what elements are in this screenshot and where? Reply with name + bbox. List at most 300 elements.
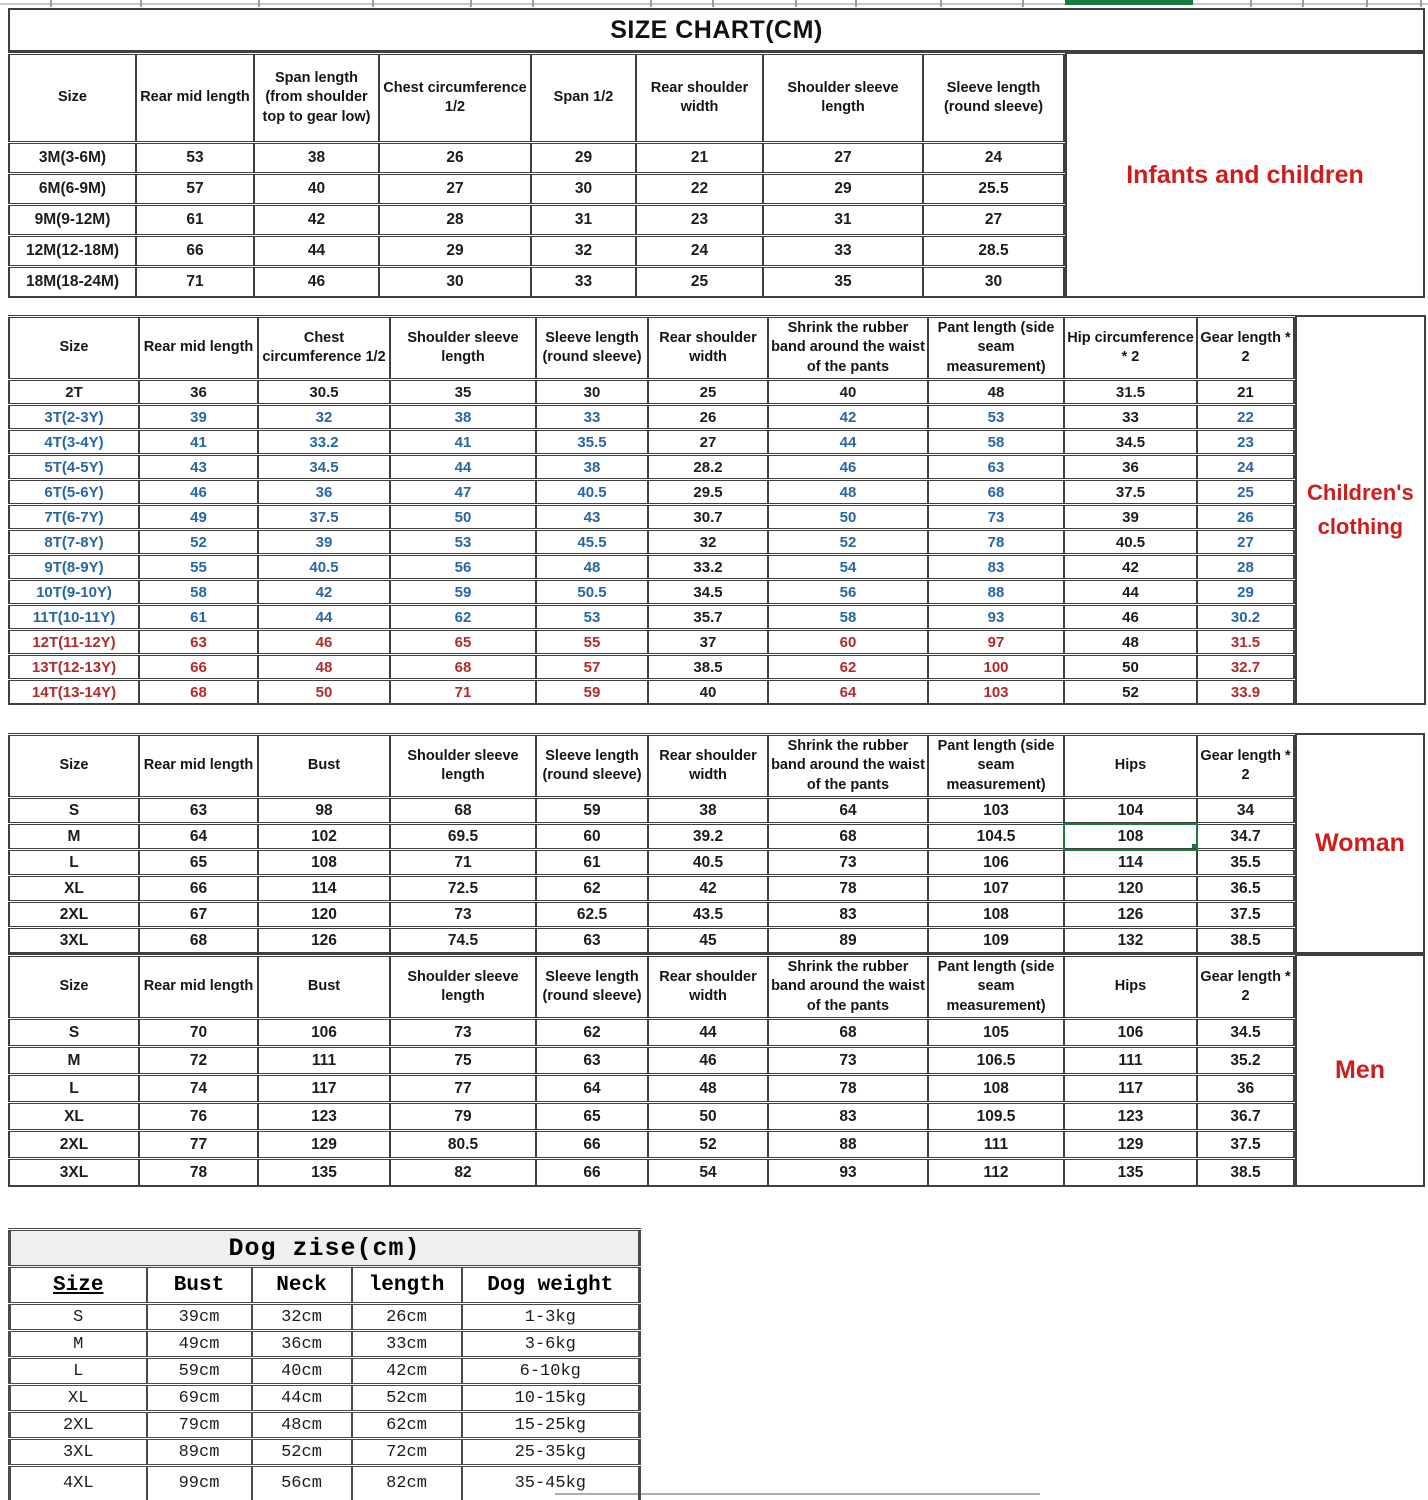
children-size-table	[8, 315, 1295, 705]
table-row	[9, 505, 1294, 530]
value-cell: 65	[139, 850, 258, 876]
row-size-cell: 2XL	[9, 902, 139, 928]
value-cell: 33	[1064, 405, 1197, 430]
row-size-cell: 5T(4-5Y)	[9, 455, 139, 480]
row-size-cell: 11T(10-11Y)	[9, 605, 139, 630]
value-cell: 48cm	[252, 1412, 352, 1439]
children-label: Children's clothing	[1295, 315, 1426, 705]
table-row	[9, 630, 1294, 655]
grid-column-tick	[1022, 0, 1024, 7]
value-cell: 46	[254, 267, 379, 298]
grid-top-line	[0, 3, 1428, 5]
row-size-cell: 9T(8-9Y)	[9, 555, 139, 580]
value-cell: 104.5	[928, 824, 1064, 850]
value-cell: 42cm	[352, 1358, 462, 1385]
value-cell: 71	[136, 267, 254, 298]
value-cell: 35-45kg	[462, 1466, 640, 1500]
header-cell: Shrink the rubber band around the waist of the pants	[768, 317, 928, 380]
table-row	[9, 1103, 1294, 1131]
value-cell: 46	[648, 1047, 768, 1075]
value-cell: 31	[763, 205, 923, 236]
value-cell: 61	[136, 205, 254, 236]
header-cell: Size	[9, 956, 139, 1019]
table-row	[9, 555, 1294, 580]
table-row	[9, 1047, 1294, 1075]
dog-section	[8, 1228, 638, 1500]
value-cell: 62	[536, 1019, 648, 1047]
value-cell: 54	[648, 1159, 768, 1187]
header-cell: Size	[9, 317, 139, 380]
value-cell: 65	[390, 630, 536, 655]
value-cell: 35	[763, 267, 923, 298]
value-cell: 72cm	[352, 1439, 462, 1466]
value-cell: 28.2	[648, 455, 768, 480]
grid-column-tick	[650, 0, 652, 7]
value-cell: 34	[1197, 798, 1294, 824]
grid-column-tick	[940, 0, 942, 7]
table-row	[9, 580, 1294, 605]
value-cell: 30.5	[258, 380, 390, 405]
value-cell: 32cm	[252, 1304, 352, 1331]
value-cell: 39.2	[648, 824, 768, 850]
value-cell: 43	[139, 455, 258, 480]
value-cell: 79cm	[147, 1412, 252, 1439]
row-size-cell: 14T(13-14Y)	[9, 680, 139, 705]
grid-column-tick	[1420, 0, 1422, 7]
grid-column-tick	[532, 0, 534, 7]
header-cell: Span 1/2	[531, 54, 636, 143]
table-row	[9, 405, 1294, 430]
value-cell: 15-25kg	[462, 1412, 640, 1439]
value-cell: 27	[379, 174, 531, 205]
value-cell: 111	[258, 1047, 390, 1075]
value-cell: 25	[1197, 480, 1294, 505]
table-row	[9, 928, 1294, 954]
header-cell: Shrink the rubber band around the waist of the pants	[768, 956, 928, 1019]
value-cell: 75	[390, 1047, 536, 1075]
value-cell: 66	[536, 1131, 648, 1159]
men-size-table	[8, 954, 1295, 1187]
header-cell: Rear shoulder width	[636, 54, 763, 143]
value-cell: 76	[139, 1103, 258, 1131]
value-cell: 104	[1064, 798, 1197, 824]
value-cell: 35	[390, 380, 536, 405]
value-cell: 100	[928, 655, 1064, 680]
value-cell: 31.5	[1197, 630, 1294, 655]
row-size-cell: 12M(12-18M)	[9, 236, 136, 267]
value-cell: 36	[1197, 1075, 1294, 1103]
value-cell: 108	[258, 850, 390, 876]
value-cell: 50	[258, 680, 390, 705]
value-cell: 48	[928, 380, 1064, 405]
table-row	[9, 850, 1294, 876]
value-cell: 30	[536, 380, 648, 405]
header-cell: Rear shoulder width	[648, 735, 768, 798]
row-size-cell: 3XL	[9, 1159, 139, 1187]
value-cell: 63	[536, 928, 648, 954]
row-size-cell: L	[10, 1358, 147, 1385]
value-cell: 26	[379, 143, 531, 174]
table-row	[9, 380, 1294, 405]
value-cell: 73	[390, 902, 536, 928]
header-cell: length	[352, 1267, 462, 1304]
value-cell: 65	[536, 1103, 648, 1131]
value-cell: 39cm	[147, 1304, 252, 1331]
value-cell: 83	[768, 902, 928, 928]
table-row	[9, 1131, 1294, 1159]
value-cell: 28	[379, 205, 531, 236]
value-cell: 64	[768, 798, 928, 824]
value-cell: 53	[136, 143, 254, 174]
value-cell: 35.5	[1197, 850, 1294, 876]
value-cell: 25-35kg	[462, 1439, 640, 1466]
value-cell: 38.5	[1197, 928, 1294, 954]
value-cell: 46	[258, 630, 390, 655]
value-cell: 27	[923, 205, 1064, 236]
table-row	[9, 174, 1064, 205]
value-cell: 32	[648, 530, 768, 555]
value-cell: 112	[928, 1159, 1064, 1187]
header-cell: Sleeve length (round sleeve)	[923, 54, 1064, 143]
header-cell: Rear mid length	[136, 54, 254, 143]
value-cell: 56	[768, 580, 928, 605]
value-cell: 126	[258, 928, 390, 954]
header-cell: Rear shoulder width	[648, 956, 768, 1019]
value-cell: 52	[648, 1131, 768, 1159]
value-cell: 30	[923, 267, 1064, 298]
value-cell: 103	[928, 798, 1064, 824]
value-cell: 80.5	[390, 1131, 536, 1159]
value-cell: 24	[636, 236, 763, 267]
value-cell: 36	[139, 380, 258, 405]
value-cell: 114	[1064, 850, 1197, 876]
value-cell: 37	[648, 630, 768, 655]
value-cell: 106.5	[928, 1047, 1064, 1075]
value-cell: 117	[1064, 1075, 1197, 1103]
value-cell: 29	[531, 143, 636, 174]
table-row	[9, 680, 1294, 705]
table-row	[9, 430, 1294, 455]
header-cell: Rear mid length	[139, 317, 258, 380]
value-cell: 67	[139, 902, 258, 928]
value-cell: 99cm	[147, 1466, 252, 1500]
value-cell: 1-3kg	[462, 1304, 640, 1331]
value-cell: 97	[928, 630, 1064, 655]
value-cell: 106	[928, 850, 1064, 876]
value-cell: 66	[139, 655, 258, 680]
value-cell: 53	[928, 405, 1064, 430]
row-size-cell: 13T(12-13Y)	[9, 655, 139, 680]
value-cell: 83	[928, 555, 1064, 580]
value-cell: 29	[379, 236, 531, 267]
value-cell: 60	[536, 824, 648, 850]
value-cell: 68	[768, 824, 928, 850]
value-cell: 34.5	[1064, 430, 1197, 455]
value-cell: 41	[390, 430, 536, 455]
value-cell: 48	[768, 480, 928, 505]
value-cell: 34.5	[1197, 1019, 1294, 1047]
table-row	[10, 1412, 640, 1439]
value-cell: 56	[390, 555, 536, 580]
value-cell: 114	[258, 876, 390, 902]
value-cell: 30	[531, 174, 636, 205]
value-cell: 36	[1064, 455, 1197, 480]
value-cell: 129	[1064, 1131, 1197, 1159]
dog-size-table	[8, 1228, 641, 1500]
value-cell: 30.2	[1197, 605, 1294, 630]
table-title: Dog zise(cm)	[10, 1230, 640, 1267]
value-cell: 37.5	[1197, 902, 1294, 928]
value-cell: 40.5	[1064, 530, 1197, 555]
value-cell: 60	[768, 630, 928, 655]
value-cell: 42	[258, 580, 390, 605]
value-cell: 32.7	[1197, 655, 1294, 680]
value-cell: 54	[768, 555, 928, 580]
value-cell: 135	[258, 1159, 390, 1187]
value-cell: 33.2	[258, 430, 390, 455]
row-size-cell: 3M(3-6M)	[9, 143, 136, 174]
value-cell: 117	[258, 1075, 390, 1103]
value-cell: 59	[536, 798, 648, 824]
value-cell: 132	[1064, 928, 1197, 954]
value-cell: 22	[636, 174, 763, 205]
value-cell: 58	[139, 580, 258, 605]
value-cell: 53	[390, 530, 536, 555]
header-cell: Pant length (side seam measurement)	[928, 735, 1064, 798]
value-cell: 68	[390, 798, 536, 824]
row-size-cell: M	[9, 1047, 139, 1075]
header-cell: Pant length (side seam measurement)	[928, 956, 1064, 1019]
value-cell: 72.5	[390, 876, 536, 902]
header-cell: Shoulder sleeve length	[390, 735, 536, 798]
value-cell: 35.7	[648, 605, 768, 630]
grid-column-tick	[1250, 0, 1252, 7]
value-cell: 93	[928, 605, 1064, 630]
value-cell: 26	[648, 405, 768, 430]
infants-section	[8, 8, 1425, 298]
value-cell: 64	[536, 1075, 648, 1103]
value-cell: 73	[390, 1019, 536, 1047]
value-cell: 83	[768, 1103, 928, 1131]
row-size-cell: 3T(2-3Y)	[9, 405, 139, 430]
value-cell: 56cm	[252, 1466, 352, 1500]
value-cell: 106	[258, 1019, 390, 1047]
grid-column-tick	[50, 0, 52, 7]
value-cell: 68	[139, 680, 258, 705]
row-size-cell: L	[9, 850, 139, 876]
header-cell: Sleeve length (round sleeve)	[536, 735, 648, 798]
value-cell: 36cm	[252, 1331, 352, 1358]
row-size-cell: 9M(9-12M)	[9, 205, 136, 236]
value-cell: 62cm	[352, 1412, 462, 1439]
value-cell: 103	[928, 680, 1064, 705]
header-cell: Rear mid length	[139, 956, 258, 1019]
value-cell: 34.5	[258, 455, 390, 480]
value-cell: 3-6kg	[462, 1331, 640, 1358]
table-row	[9, 236, 1064, 267]
table-row	[9, 1019, 1294, 1047]
row-size-cell: 7T(6-7Y)	[9, 505, 139, 530]
value-cell: 32	[258, 405, 390, 430]
row-size-cell: M	[10, 1331, 147, 1358]
woman-label: Woman	[1295, 733, 1425, 954]
value-cell: 26	[1197, 505, 1294, 530]
row-size-cell: 2T	[9, 380, 139, 405]
value-cell: 62	[390, 605, 536, 630]
value-cell: 89cm	[147, 1439, 252, 1466]
value-cell: 63	[139, 798, 258, 824]
value-cell: 73	[768, 1047, 928, 1075]
value-cell: 32	[531, 236, 636, 267]
header-cell: Span length (from shoulder top to gear low)	[254, 54, 379, 143]
value-cell: 102	[258, 824, 390, 850]
value-cell: 38.5	[648, 655, 768, 680]
value-cell: 68	[768, 1019, 928, 1047]
value-cell: 57	[536, 655, 648, 680]
value-cell: 27	[763, 143, 923, 174]
grid-column-tick	[140, 0, 142, 7]
value-cell: 39	[139, 405, 258, 430]
value-cell: 28	[1197, 555, 1294, 580]
value-cell: 61	[139, 605, 258, 630]
row-size-cell: XL	[10, 1385, 147, 1412]
table-row	[9, 143, 1064, 174]
value-cell: 108	[928, 1075, 1064, 1103]
value-cell: 34.5	[648, 580, 768, 605]
value-cell: 88	[768, 1131, 928, 1159]
value-cell: 108	[928, 902, 1064, 928]
table-row	[9, 605, 1294, 630]
value-cell: 105	[928, 1019, 1064, 1047]
value-cell: 46	[139, 480, 258, 505]
value-cell: 45.5	[536, 530, 648, 555]
value-cell: 35.5	[536, 430, 648, 455]
table-row	[10, 1439, 640, 1466]
table-row	[10, 1331, 640, 1358]
value-cell: 71	[390, 850, 536, 876]
value-cell: 38.5	[1197, 1159, 1294, 1187]
header-cell: Shrink the rubber band around the waist of the pants	[768, 735, 928, 798]
value-cell: 23	[636, 205, 763, 236]
value-cell: 78	[139, 1159, 258, 1187]
value-cell: 48	[648, 1075, 768, 1103]
value-cell: 62.5	[536, 902, 648, 928]
value-cell: 42	[768, 405, 928, 430]
value-cell: 98	[258, 798, 390, 824]
row-size-cell: 12T(11-12Y)	[9, 630, 139, 655]
value-cell: 72	[139, 1047, 258, 1075]
value-cell: 26cm	[352, 1304, 462, 1331]
value-cell: 44cm	[252, 1385, 352, 1412]
value-cell: 40.5	[258, 555, 390, 580]
value-cell: 36.5	[1197, 876, 1294, 902]
value-cell: 55	[536, 630, 648, 655]
value-cell: 24	[923, 143, 1064, 174]
value-cell: 44	[258, 605, 390, 630]
value-cell: 50	[390, 505, 536, 530]
value-cell: 37.5	[1197, 1131, 1294, 1159]
value-cell: 33cm	[352, 1331, 462, 1358]
men-section	[8, 954, 1425, 1187]
value-cell: 40	[254, 174, 379, 205]
row-size-cell: 3XL	[9, 928, 139, 954]
value-cell: 52	[768, 530, 928, 555]
value-cell: 69.5	[390, 824, 536, 850]
header-cell: Hip circumference * 2	[1064, 317, 1197, 380]
table-row	[10, 1304, 640, 1331]
row-size-cell: 4XL	[10, 1466, 147, 1500]
grid-column-tick	[795, 0, 797, 7]
row-size-cell: S	[9, 798, 139, 824]
table-row	[9, 530, 1294, 555]
value-cell: 40.5	[536, 480, 648, 505]
row-size-cell: XL	[9, 876, 139, 902]
grid-column-tick	[372, 0, 374, 7]
value-cell: 78	[928, 530, 1064, 555]
value-cell: 109	[928, 928, 1064, 954]
value-cell: 21	[1197, 380, 1294, 405]
value-cell: 29	[1197, 580, 1294, 605]
value-cell: 37.5	[258, 505, 390, 530]
header-cell: Gear length * 2	[1197, 317, 1294, 380]
value-cell: 82cm	[352, 1466, 462, 1500]
header-cell: Rear shoulder width	[648, 317, 768, 380]
value-cell: 62	[536, 876, 648, 902]
table-row	[9, 267, 1064, 298]
value-cell: 44	[768, 430, 928, 455]
value-cell: 74	[139, 1075, 258, 1103]
value-cell: 44	[1064, 580, 1197, 605]
value-cell: 55	[139, 555, 258, 580]
value-cell: 38	[254, 143, 379, 174]
row-size-cell: 10T(9-10Y)	[9, 580, 139, 605]
header-cell: Rear mid length	[139, 735, 258, 798]
header-cell: Sleeve length (round sleeve)	[536, 317, 648, 380]
value-cell: 68	[928, 480, 1064, 505]
value-cell: 25	[636, 267, 763, 298]
row-size-cell: 6M(6-9M)	[9, 174, 136, 205]
header-cell: Neck	[252, 1267, 352, 1304]
value-cell: 82	[390, 1159, 536, 1187]
grid-column-tick	[470, 0, 472, 7]
value-cell: 42	[254, 205, 379, 236]
value-cell: 43.5	[648, 902, 768, 928]
header-cell: Gear length * 2	[1197, 956, 1294, 1019]
value-cell: 77	[390, 1075, 536, 1103]
header-cell: Size	[9, 735, 139, 798]
value-cell: 120	[1064, 876, 1197, 902]
value-cell: 40cm	[252, 1358, 352, 1385]
value-cell: 52	[1064, 680, 1197, 705]
woman-size-table	[8, 733, 1295, 954]
row-size-cell: 6T(5-6Y)	[9, 480, 139, 505]
value-cell: 38	[536, 455, 648, 480]
value-cell: 64	[139, 824, 258, 850]
value-cell: 120	[258, 902, 390, 928]
grid-column-tick	[1302, 0, 1304, 7]
value-cell: 73	[928, 505, 1064, 530]
value-cell: 28.5	[923, 236, 1064, 267]
header-cell: Bust	[258, 735, 390, 798]
value-cell: 68	[390, 655, 536, 680]
value-cell: 44	[648, 1019, 768, 1047]
value-cell: 39	[1064, 505, 1197, 530]
value-cell: 52cm	[252, 1439, 352, 1466]
value-cell: 27	[1197, 530, 1294, 555]
table-row	[9, 798, 1294, 824]
table-row	[10, 1466, 640, 1500]
value-cell: 42	[648, 876, 768, 902]
